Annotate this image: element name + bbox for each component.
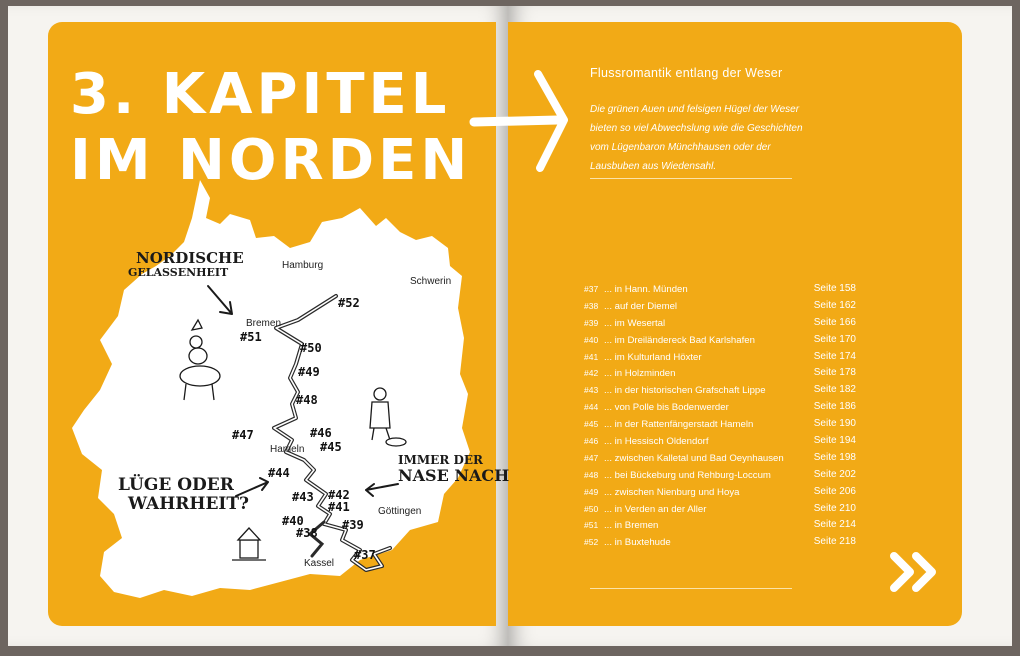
toc-page: Seite 218 <box>813 536 856 548</box>
callout-luege-line2: WAHRHEIT? <box>128 493 249 514</box>
callout-nordische-line1: NORDISCHE <box>136 249 244 267</box>
toc-number: #47 <box>584 452 599 463</box>
toc-page: Seite 174 <box>813 350 856 362</box>
callout-nordische-line2: GELASSENHEIT <box>128 265 229 279</box>
toc-title: ... auf der Diemel <box>604 300 678 312</box>
toc-page: Seite 182 <box>813 384 856 396</box>
city-label-kassel: Kassel <box>304 558 335 569</box>
map-marker-52: #52 <box>338 296 360 310</box>
city-label-schwerin: Schwerin <box>410 276 452 287</box>
chapter-title <box>70 62 471 194</box>
toc-title: ... bei Bückeburg und Rehburg-Loccum <box>604 469 771 481</box>
map-marker-37: #37 <box>354 548 376 562</box>
toc-page: Seite 206 <box>813 485 856 497</box>
toc-page: Seite 158 <box>813 283 856 294</box>
toc-title: ... im Wesertal <box>604 317 666 329</box>
table-of-contents <box>584 282 860 552</box>
toc-row[interactable] <box>584 400 860 417</box>
toc-page: Seite 194 <box>813 435 856 447</box>
callout-luege-line1: LÜGE ODER <box>118 475 234 495</box>
map-marker-47: #47 <box>232 428 254 442</box>
divider-bottom <box>590 588 792 589</box>
toc-number: #52 <box>584 537 599 548</box>
map-marker-40: #40 <box>282 514 304 528</box>
toc-title: ... im Dreiländereck Bad Karlshafen <box>604 334 755 346</box>
callout-immer-der-nase-nach <box>398 454 509 485</box>
map-marker-50: #50 <box>300 341 322 355</box>
chapter-title-line1: 3. KAPITEL <box>70 62 451 127</box>
toc-row[interactable] <box>584 485 860 502</box>
toc-page: Seite 166 <box>813 316 856 328</box>
toc-title: ... in Bremen <box>604 520 659 532</box>
toc-page: Seite 214 <box>813 519 856 531</box>
toc-row[interactable] <box>584 417 860 434</box>
toc-row[interactable] <box>584 535 860 552</box>
double-chevron-right-icon[interactable] <box>888 550 944 594</box>
toc-number: #43 <box>584 385 599 396</box>
toc-number: #51 <box>584 520 599 531</box>
toc-title: ... zwischen Kalletal und Bad Oeynhausen <box>604 452 784 464</box>
city-label-hamburg: Hamburg <box>282 260 324 271</box>
callout-nase-line2: NASE NACH <box>398 466 510 486</box>
map-marker-48: #48 <box>296 393 318 407</box>
map-marker-38: #38 <box>296 526 318 540</box>
toc-number: #41 <box>584 351 599 362</box>
toc-number: #45 <box>584 419 599 430</box>
toc-row[interactable] <box>584 316 860 333</box>
chapter-title-line2: IM NORDEN <box>70 128 472 193</box>
toc-title: ... in Hann. Münden <box>604 284 688 295</box>
toc-number: #48 <box>584 469 599 480</box>
map-marker-42: #42 <box>328 488 350 502</box>
toc-page: Seite 186 <box>813 401 856 413</box>
toc-title: ... in Hessisch Oldendorf <box>604 436 709 448</box>
city-label-hameln: Hameln <box>270 444 305 455</box>
city-label-goettingen: Göttingen <box>378 506 422 517</box>
map-marker-39: #39 <box>342 518 364 532</box>
toc-row[interactable] <box>584 282 860 299</box>
toc-title: ... im Kulturland Höxter <box>604 351 702 363</box>
toc-page: Seite 178 <box>813 367 856 379</box>
toc-page: Seite 210 <box>813 502 856 514</box>
callout-nordische-gelassenheit <box>128 249 244 279</box>
toc-title: ... in Buxtehude <box>604 537 671 549</box>
toc-row[interactable] <box>584 502 860 519</box>
toc-number: #42 <box>584 368 599 379</box>
toc-number: #46 <box>584 436 599 447</box>
toc-row[interactable] <box>584 434 860 451</box>
city-label-bremen: Bremen <box>246 318 282 329</box>
toc-number: #44 <box>584 402 599 413</box>
chapter-subtitle: Flussromantik entlang der Weser <box>590 66 783 80</box>
toc-title: ... in der historischen Grafschaft Lippe <box>604 385 766 397</box>
toc-row[interactable] <box>584 350 860 367</box>
toc-number: #49 <box>584 486 599 497</box>
toc-title: ... in der Rattenfängerstadt Hameln <box>604 419 754 431</box>
toc-number: #40 <box>584 334 599 345</box>
toc-row[interactable] <box>584 383 860 400</box>
toc-page: Seite 198 <box>813 451 856 463</box>
map-marker-51: #51 <box>240 330 262 344</box>
toc-title: ... in Verden an der Aller <box>604 503 707 515</box>
callout-nase-line1: IMMER DER <box>398 453 484 467</box>
toc-row[interactable] <box>584 333 860 350</box>
map-marker-41: #41 <box>328 500 350 514</box>
toc-number: #39 <box>584 317 599 328</box>
map-marker-49: #49 <box>298 365 320 379</box>
toc-row[interactable] <box>584 468 860 485</box>
toc-page: Seite 190 <box>813 418 856 430</box>
toc-row[interactable] <box>584 518 860 535</box>
arrow-right-icon <box>468 66 572 176</box>
toc-row[interactable] <box>584 451 860 468</box>
toc-number: #37 <box>584 284 599 294</box>
map-marker-46: #46 <box>310 426 332 440</box>
region-map <box>60 178 500 618</box>
toc-title: ... von Polle bis Bodenwerder <box>604 402 729 414</box>
toc-page: Seite 170 <box>813 333 856 345</box>
toc-number: #50 <box>584 503 599 514</box>
toc-number: #38 <box>584 300 599 311</box>
toc-row[interactable] <box>584 366 860 383</box>
map-marker-44: #44 <box>268 466 290 480</box>
map-svg <box>60 178 500 618</box>
toc-title: ... zwischen Nienburg und Hoya <box>604 486 740 498</box>
map-marker-45: #45 <box>320 440 342 454</box>
toc-row[interactable] <box>584 299 860 316</box>
callout-luege-oder-wahrheit <box>118 476 249 513</box>
divider-top <box>590 178 792 179</box>
toc-page: Seite 202 <box>813 468 856 480</box>
toc-title: ... in Holzminden <box>604 368 676 380</box>
map-shape <box>72 180 470 598</box>
chapter-intro: Die grünen Auen und felsigen Hügel der Weser bieten so viel Abwechslung wie die Geschichten vom Lügenbaron Münchhausen oder der Lausbuben aus Wiedensahl. <box>590 104 803 172</box>
map-marker-43: #43 <box>292 490 314 504</box>
toc-page: Seite 162 <box>813 299 856 311</box>
